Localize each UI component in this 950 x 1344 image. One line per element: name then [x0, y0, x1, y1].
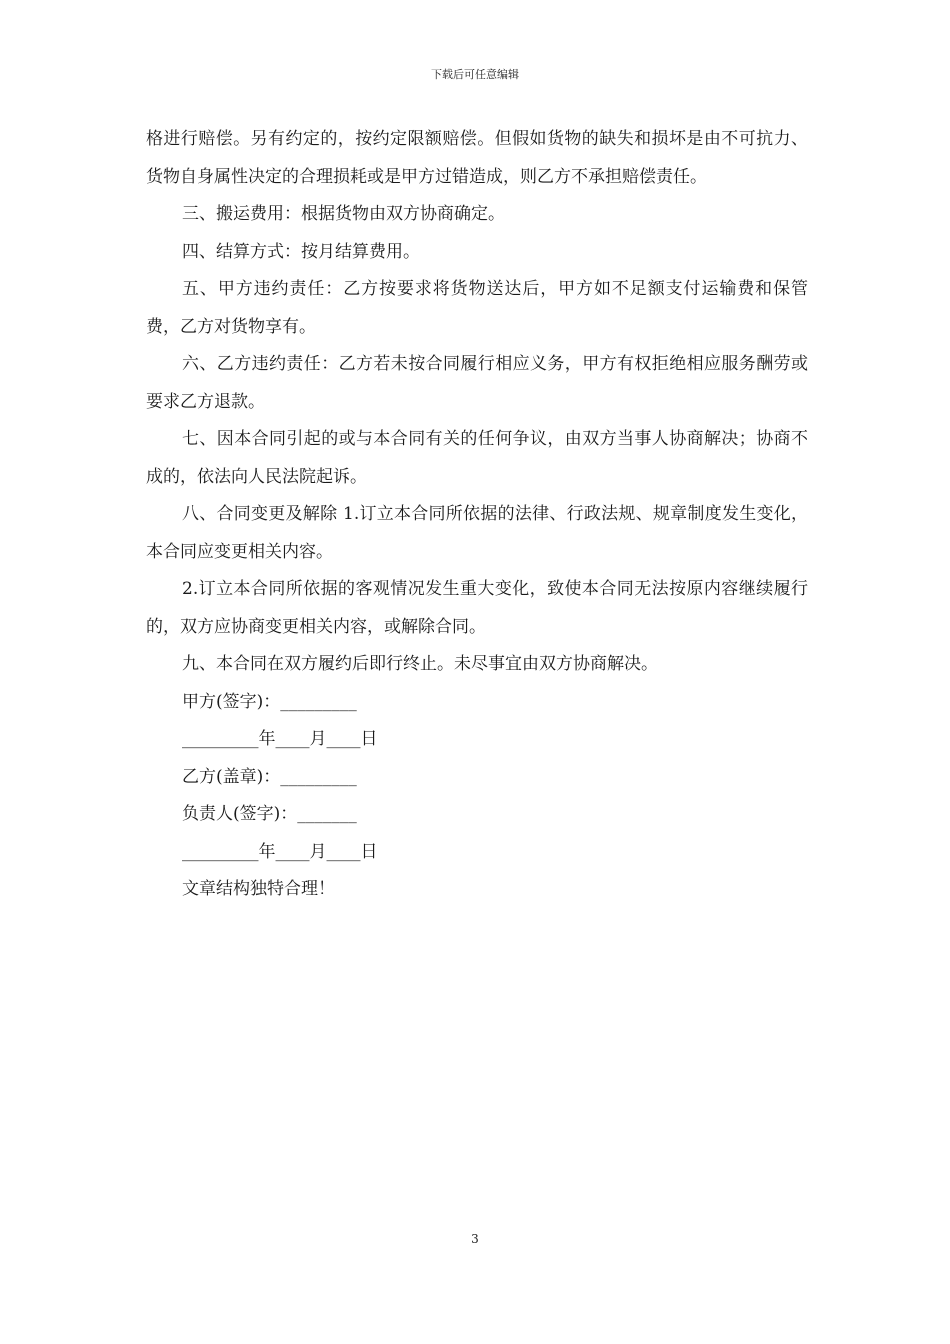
paragraph-continuation: 格进行赔偿。另有约定的，按约定限额赔偿。但假如货物的缺失和损坏是由不可抗力、货物自身属性决定的合理损耗或是甲方过错造成，则乙方不承担赔偿责任。: [146, 129, 808, 187]
page-number: 3: [471, 1232, 479, 1246]
closing-remark: 文章结构独特合理！: [182, 879, 335, 899]
responsible-person-signature-line: 负责人(签字)：_______: [182, 804, 357, 824]
paragraph-clause-5: 五、甲方违约责任：乙方按要求将货物送达后，甲方如不足额支付运输费和保管费，乙方对货物享有。: [146, 279, 808, 337]
party-b-seal-line: 乙方(盖章)：_________: [182, 766, 357, 787]
paragraph-clause-4: 四、结算方式：按月结算费用。: [182, 241, 420, 262]
date-line-1: _________年____月____日: [182, 729, 378, 749]
paragraph-clause-8: 八、合同变更及解除 1.订立本合同所依据的法律、行政法规、规章制度发生变化，本合同应变更相关内容。: [146, 504, 808, 562]
paragraph-clause-7: 七、因本合同引起的或与本合同有关的任何争议，由双方当事人协商解决；协商不成的，依法向人民法院起诉。: [146, 429, 808, 487]
paragraph-clause-3: 三、搬运费用：根据货物由双方协商确定。: [182, 204, 505, 224]
signature-block: [146, 684, 808, 909]
paragraph-clause-8-2: 2.订立本合同所依据的客观情况发生重大变化，致使本合同无法按原内容继续履行的，双方应协商变更相关内容，或解除合同。: [146, 579, 808, 637]
page-header: 下载后可任意编辑: [431, 68, 519, 81]
paragraph-clause-6: 六、乙方违约责任：乙方若未按合同履行相应义务，甲方有权拒绝相应服务酬劳或要求乙方退款。: [146, 354, 808, 412]
document-body: [146, 121, 808, 909]
paragraph-clause-9: 九、本合同在双方履约后即行终止。未尽事宜由双方协商解决。: [182, 654, 658, 674]
date-line-2: _________年____月____日: [182, 841, 378, 862]
party-a-signature-line: 甲方(签字)：_________: [182, 691, 357, 712]
